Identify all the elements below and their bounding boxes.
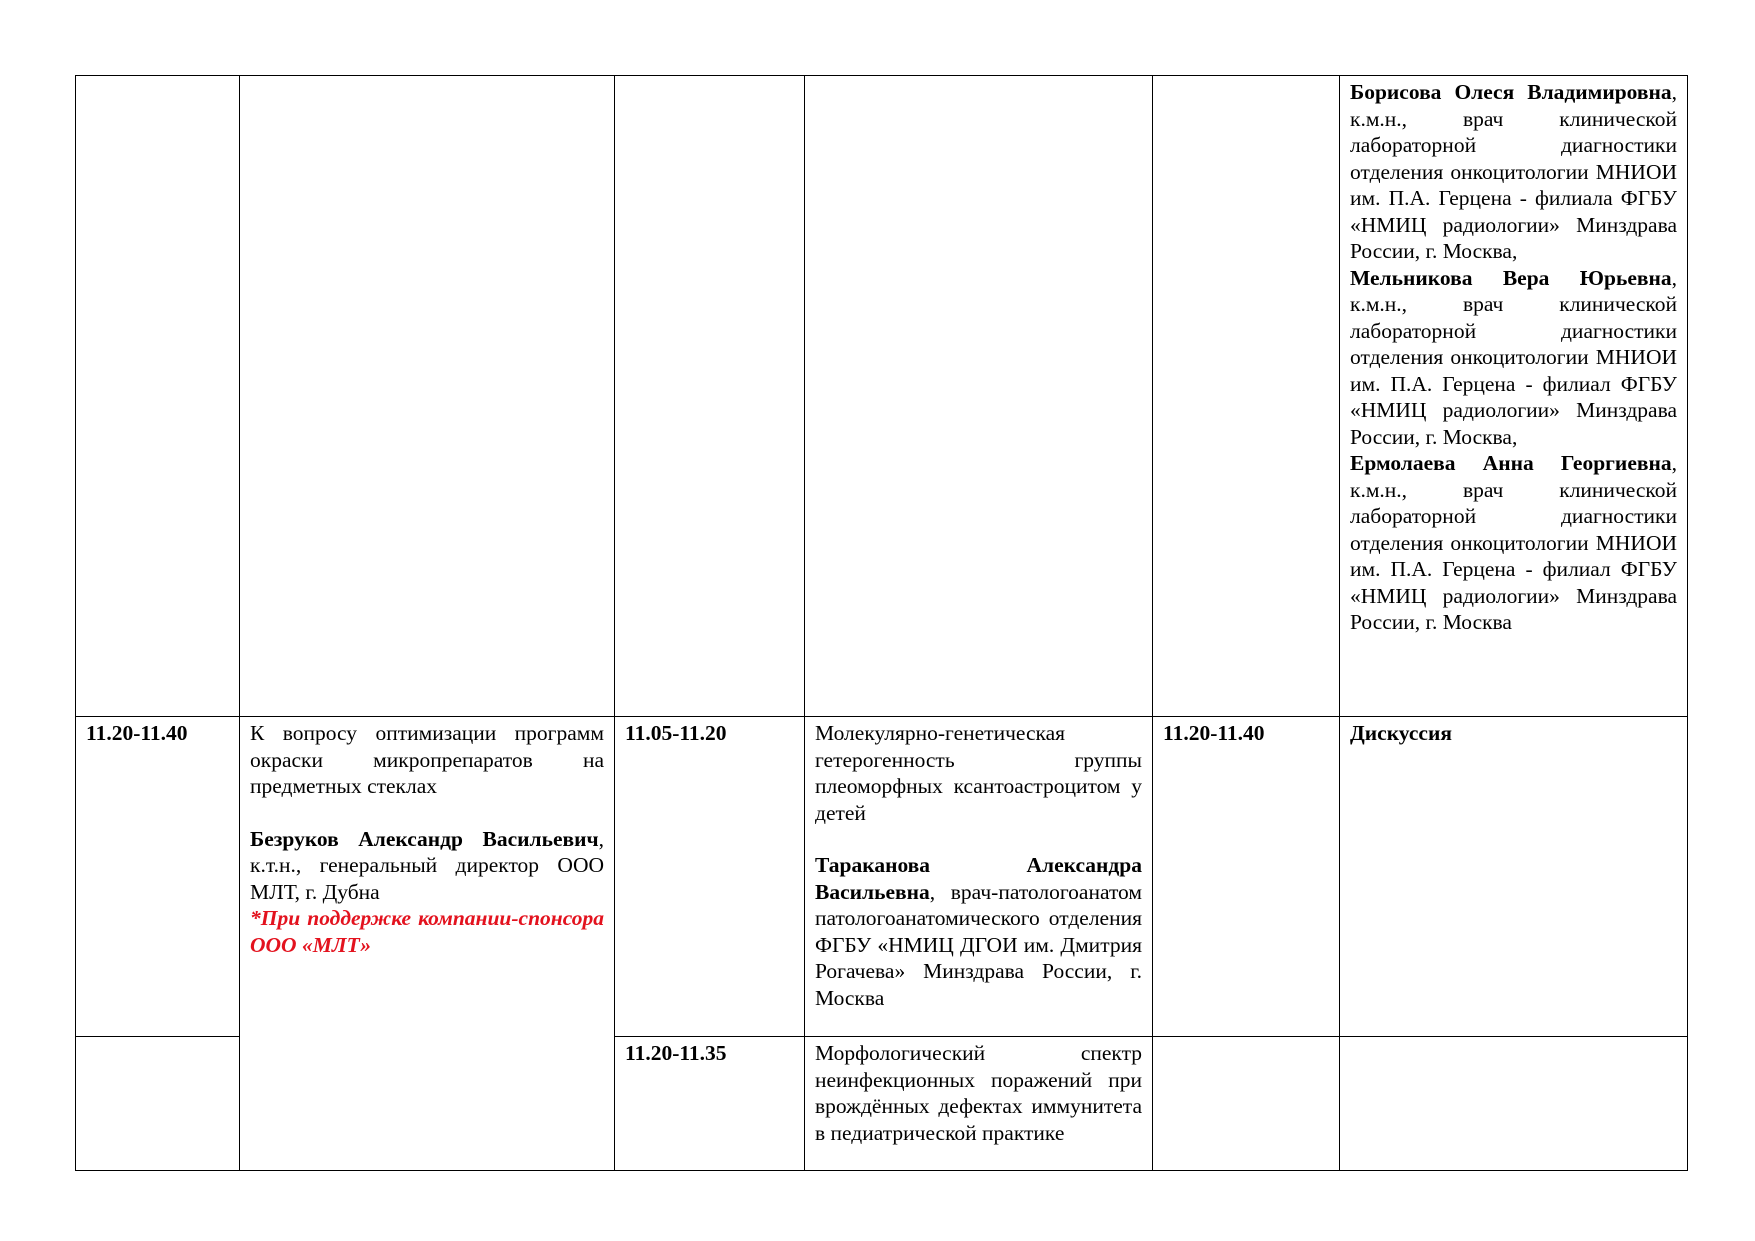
speaker-name: Тараканова Александра Васильевна bbox=[815, 853, 1142, 904]
empty-cell bbox=[1153, 76, 1340, 717]
talk-cell bbox=[805, 717, 1153, 1037]
talk-cell bbox=[240, 717, 615, 1171]
talk-title: Морфологический спектр неинфекционных поражений при врождённых дефектах иммунитета в педиатрической практике bbox=[815, 1041, 1142, 1145]
speaker-details: , к.м.н., врач клинической лабораторной диагностики отделения онкоцитологии МНИОИ им. П.А. Герцена - филиал ФГБУ «НМИЦ радиологии» Минздрава России, г. Москва bbox=[1350, 451, 1677, 634]
speaker-details: , врач-патологоанатом патологоанатомического отделения ФГБУ «НМИЦ ДГОИ им. Дмитрия Рогачева» Минздрава России, г. Москва bbox=[815, 879, 1142, 1010]
empty-cell bbox=[1153, 1037, 1340, 1171]
empty-cell bbox=[1340, 1037, 1688, 1171]
speaker-details: , к.м.н., врач клинической лабораторной диагностики отделения онкоцитологии МНИОИ им. П.А. Герцена - филиала ФГБУ «НМИЦ радиологии» Минздрава России, г. Москва, bbox=[1350, 80, 1677, 263]
time-cell: 11.20-11.35 bbox=[615, 1037, 805, 1171]
speaker-details: , к.м.н., врач клинической лабораторной диагностики отделения онкоцитологии МНИОИ им. П.А. Герцена - филиал ФГБУ «НМИЦ радиологии» Минздрава России, г. Москва, bbox=[1350, 265, 1677, 449]
discussion-cell: Дискуссия bbox=[1340, 717, 1688, 1037]
empty-cell bbox=[76, 1037, 240, 1171]
empty-cell bbox=[240, 76, 615, 717]
time-cell: 11.20-11.40 bbox=[1153, 717, 1340, 1037]
speaker-entry bbox=[1350, 265, 1677, 451]
empty-cell bbox=[615, 76, 805, 717]
speaker-name: Мельникова Вера Юрьевна bbox=[1350, 265, 1672, 290]
speaker-name: Безруков Александр Васильевич bbox=[250, 826, 599, 851]
table-row bbox=[76, 717, 1688, 1037]
program-table bbox=[75, 75, 1688, 1171]
talk-title: К вопросу оптимизации программ окраски микропрепаратов на предметных стеклах bbox=[250, 721, 604, 798]
speaker-entry bbox=[1350, 450, 1677, 636]
talk-title: Молекулярно-генетическая гетерогенность группы плеоморфных ксантоастроцитом у детей bbox=[815, 721, 1142, 825]
table-row bbox=[76, 76, 1688, 717]
empty-cell bbox=[805, 76, 1153, 717]
speakers-cell bbox=[1340, 76, 1688, 717]
talk-cell bbox=[805, 1037, 1153, 1171]
speaker-details: , к.т.н., генеральный директор ООО МЛТ, г. Дубна bbox=[250, 826, 604, 904]
speaker-name: Ермолаева Анна Георгиевна bbox=[1350, 451, 1672, 475]
sponsor-note: *При поддержке компании-спонсора ООО «МЛТ» bbox=[250, 906, 604, 957]
speaker-entry bbox=[250, 826, 604, 906]
empty-cell bbox=[76, 76, 240, 717]
speaker-name: Борисова Олеся Владимировна bbox=[1350, 80, 1672, 104]
time-cell: 11.20-11.40 bbox=[76, 717, 240, 1037]
time-cell: 11.05-11.20 bbox=[615, 717, 805, 1037]
speaker-entry bbox=[815, 852, 1142, 1011]
speaker-entry bbox=[1350, 79, 1677, 265]
